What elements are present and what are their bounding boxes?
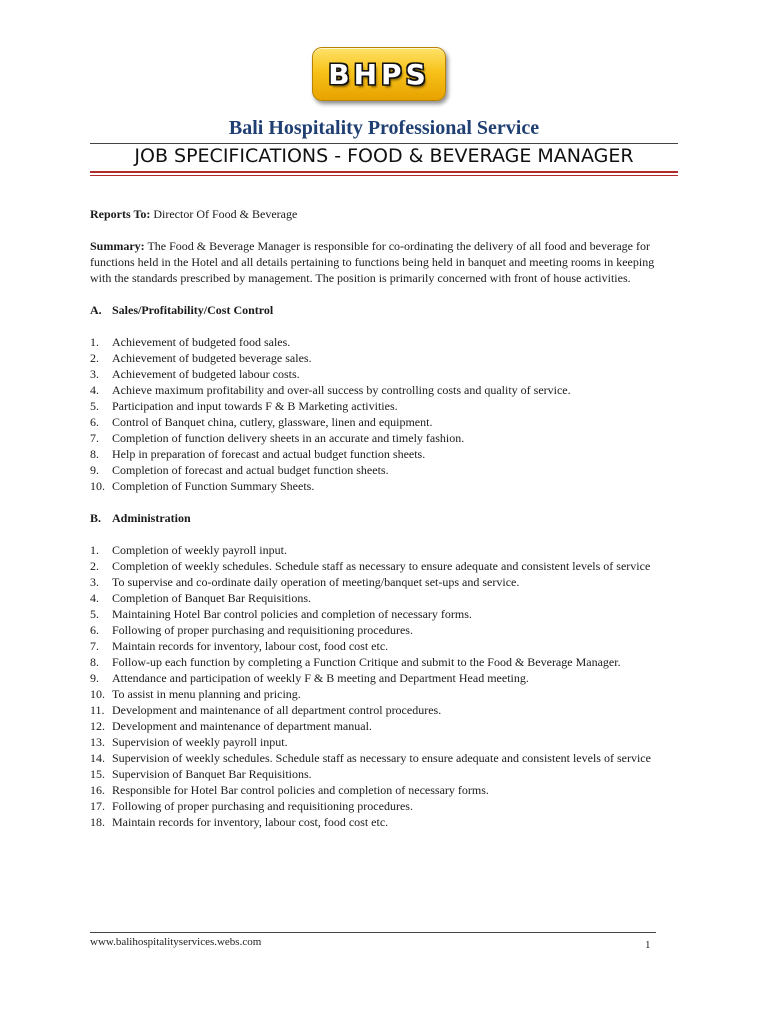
list-item-number: 1.: [90, 543, 99, 557]
section-title: Sales/Profitability/Cost Control: [112, 303, 274, 317]
list-item: [90, 718, 678, 734]
list-item-text: Following of proper purchasing and requisitioning procedures.: [112, 623, 413, 637]
list-item: [90, 638, 678, 654]
list-item-number: 4.: [90, 591, 99, 605]
section-title: Administration: [112, 511, 191, 525]
list-item-text: Maintaining Hotel Bar control policies and completion of necessary forms.: [112, 607, 472, 621]
list-item-number: 7.: [90, 431, 99, 445]
list-item-text: Maintain records for inventory, labour cost, food cost etc.: [112, 815, 389, 829]
list-item: [90, 542, 678, 558]
list-item: [90, 430, 678, 446]
reports-to: [90, 206, 678, 222]
list-item: [90, 702, 678, 718]
footer-rule: [90, 932, 656, 933]
document-body: [90, 206, 678, 846]
list-item-text: Development and maintenance of department manual.: [112, 719, 372, 733]
list-item: [90, 414, 678, 430]
list-item: [90, 814, 678, 830]
list-item: [90, 366, 678, 382]
list-item-number: 14.: [90, 751, 105, 765]
list-item: [90, 798, 678, 814]
list-item-number: 3.: [90, 575, 99, 589]
list-item-text: Maintain records for inventory, labour cost, food cost etc.: [112, 639, 389, 653]
list-item: [90, 606, 678, 622]
bhps-logo: [312, 47, 446, 101]
list-item-text: Follow-up each function by completing a Function Critique and submit to the Food & Beverage Manager.: [112, 655, 621, 669]
list-item-number: 15.: [90, 767, 105, 781]
list-item-number: 5.: [90, 607, 99, 621]
list-item-text: Achievement of budgeted beverage sales.: [112, 351, 312, 365]
list-item-number: 13.: [90, 735, 105, 749]
list-item-number: 12.: [90, 719, 105, 733]
title-rule-thick: [90, 171, 678, 173]
list-item-text: Completion of forecast and actual budget function sheets.: [112, 463, 389, 477]
summary-text: The Food & Beverage Manager is responsible for co-ordinating the delivery of all food and beverage for functions held in the Hotel and all details pertaining to functions being held in banquet and meeting rooms in keeping with the standards prescribed by management. The position is primarily concerned with front of house activities.: [90, 239, 655, 285]
list-item: [90, 590, 678, 606]
list-item-text: Responsible for Hotel Bar control policies and completion of necessary forms.: [112, 783, 489, 797]
list-item-number: 16.: [90, 783, 105, 797]
footer-url: www.balihospitalityservices.webs.com: [90, 936, 262, 948]
list-item-text: Development and maintenance of all department control procedures.: [112, 703, 442, 717]
list-item: [90, 734, 678, 750]
list-item-number: 7.: [90, 639, 99, 653]
title-rule-thin: [90, 175, 678, 176]
list-item-text: Completion of Function Summary Sheets.: [112, 479, 315, 493]
summary-label: Summary:: [90, 239, 145, 253]
page-number: 1: [645, 939, 651, 951]
list-item-number: 3.: [90, 367, 99, 381]
list-item-number: 6.: [90, 415, 99, 429]
list-item-number: 17.: [90, 799, 105, 813]
company-name: Bali Hospitality Professional Service: [228, 117, 540, 139]
list-item: [90, 462, 678, 478]
list-item-text: Supervision of weekly schedules. Schedule staff as necessary to ensure adequate and consistent levels of service: [112, 751, 651, 765]
list-item: [90, 782, 678, 798]
list-item: [90, 478, 678, 494]
list-item-number: 9.: [90, 671, 99, 685]
list-item: [90, 654, 678, 670]
list-item-number: 9.: [90, 463, 99, 477]
list-item: [90, 766, 678, 782]
list-item-number: 8.: [90, 447, 99, 461]
list-item-number: 4.: [90, 383, 99, 397]
list-item: [90, 558, 678, 574]
list-item: [90, 382, 678, 398]
list-item-number: 8.: [90, 655, 99, 669]
section-heading: [90, 510, 678, 526]
list-item-text: Following of proper purchasing and requisitioning procedures.: [112, 799, 413, 813]
section-letter: A.: [90, 303, 102, 317]
sections-container: [90, 302, 678, 830]
list-item-text: Achieve maximum profitability and over-all success by controlling costs and quality of service.: [112, 383, 571, 397]
list-item: [90, 622, 678, 638]
list-item-number: 1.: [90, 335, 99, 349]
reports-to-label: Reports To:: [90, 207, 151, 221]
list-item-number: 11.: [90, 703, 105, 717]
list-item: [90, 686, 678, 702]
list-item-text: Achievement of budgeted labour costs.: [112, 367, 300, 381]
list-item-number: 5.: [90, 399, 99, 413]
list-item: [90, 334, 678, 350]
list-item-number: 6.: [90, 623, 99, 637]
list-item-number: 2.: [90, 351, 99, 365]
list-item-text: Achievement of budgeted food sales.: [112, 335, 291, 349]
reports-to-value: Director Of Food & Beverage: [153, 207, 298, 221]
list-item-text: Participation and input towards F & B Marketing activities.: [112, 399, 398, 413]
list-item: [90, 750, 678, 766]
list-item-text: To supervise and co-ordinate daily operation of meeting/banquet set-ups and service.: [112, 575, 520, 589]
list-item-text: Completion of weekly schedules. Schedule staff as necessary to ensure adequate and consistent levels of service: [112, 559, 651, 573]
list-item-number: 2.: [90, 559, 99, 573]
list-item-text: Control of Banquet china, cutlery, glassware, linen and equipment.: [112, 415, 433, 429]
list-item: [90, 670, 678, 686]
list-item-number: 18.: [90, 815, 105, 829]
list-item-text: Completion of weekly payroll input.: [112, 543, 287, 557]
list-item: [90, 446, 678, 462]
section-list: [90, 542, 678, 830]
list-item-number: 10.: [90, 479, 105, 493]
list-item-text: Completion of function delivery sheets in an accurate and timely fashion.: [112, 431, 465, 445]
list-item-text: Attendance and participation of weekly F & B meeting and Department Head meeting.: [112, 671, 529, 685]
header-rule: [90, 143, 678, 144]
list-item-text: To assist in menu planning and pricing.: [112, 687, 301, 701]
list-item: [90, 574, 678, 590]
list-item: [90, 350, 678, 366]
section-heading: [90, 302, 678, 318]
logo-text: BHPS: [328, 57, 430, 91]
list-item-text: Completion of Banquet Bar Requisitions.: [112, 591, 311, 605]
list-item-text: Help in preparation of forecast and actual budget function sheets.: [112, 447, 426, 461]
list-item-text: Supervision of Banquet Bar Requisitions.: [112, 767, 312, 781]
list-item-text: Supervision of weekly payroll input.: [112, 735, 288, 749]
section-list: [90, 334, 678, 494]
summary-paragraph: [90, 238, 678, 286]
list-item-number: 10.: [90, 687, 105, 701]
list-item: [90, 398, 678, 414]
document-title: JOB SPECIFICATIONS - FOOD & BEVERAGE MANAGER: [134, 145, 634, 167]
section-letter: B.: [90, 511, 102, 525]
